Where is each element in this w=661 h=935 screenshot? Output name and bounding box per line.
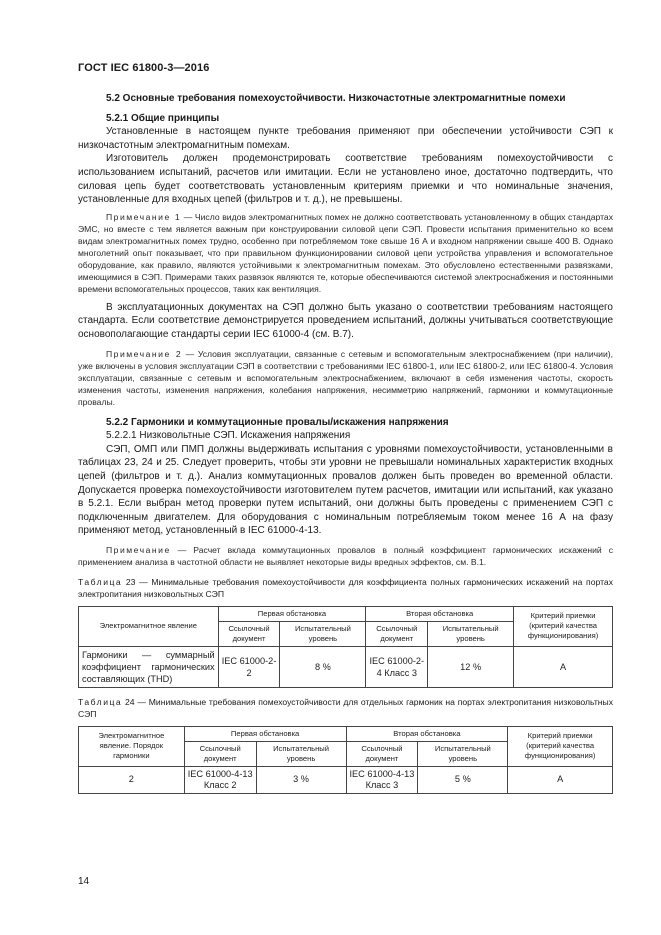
header-criterion: Критерий приемки (критерий качества функционирования) bbox=[508, 726, 613, 766]
table-23-caption bbox=[78, 576, 613, 600]
note-text: — Число видов электромагнитных помех не должно соответствовать установленному в общих стандартах ЭМС, но вместе с тем является важным при конструировании силовой цепи СЭП. Провести испытания применительно ко всем видам электромагнитных помех трудно, особенно при потребляемом токе свыше 16 А и входном напряжении свыше 400 В. Однако многолетний опыт показывает, что при правильном функционировании силовой цепи устройства управления и вспомогательное оборудование, как правило, являются устойчивыми к электромагнитным помехам. Это обусловлено естественными развязками, имеющимися в СЭП. Примерами таких развязок являются те, которые обеспечиваются системой электроснабжения и постоянными времени вспомогательных процессов, таких как вентиляция. bbox=[78, 211, 613, 294]
header-phenomenon: Электромагнитное явление bbox=[79, 606, 219, 646]
header-criterion: Критерий приемки (критерий качества функционирования) bbox=[514, 606, 613, 646]
header-env2: Вторая обстановка bbox=[366, 606, 514, 621]
note-text: — Расчет вклада коммутационных провалов в полный коэффициент гармонических искажений с применением анализа в частотной области не выявляет некоторые виды вредных эффектов, см. В.1. bbox=[78, 544, 613, 567]
table-24 bbox=[78, 726, 613, 794]
cell-ref1: IEC 61000-4-13 Класс 2 bbox=[184, 766, 256, 793]
page-number: 14 bbox=[78, 876, 90, 887]
header-phenomenon: Электромагнитное явление. Порядок гармоники bbox=[79, 726, 185, 766]
note-label: Примечание 2 bbox=[106, 348, 183, 359]
note-text: — Условия эксплуатации, связанные с сетевым и вспомогательным электроснабжением (при наличии), уже включены в условия эксплуатации СЭП в соответствии с требованиями IEC 61800-1, или IEC 61800-2, или IEC 61800-4. Условия эксплуатации, связанные с сетевым и вспомогательным электроснабжением, включают в себя изменения частоты, скорость изменения частоты, изменения напряжения, колебания напряжения, несимметрию напряжений, гармоники и коммутационные провалы. bbox=[78, 348, 613, 407]
note-3 bbox=[78, 544, 613, 568]
paragraph: В эксплуатационных документах на СЭП должно быть указано о соответствии требованиям настоящего стандарта. Если соответствие демонстрируется проведением испытаний, должны учитываться соответствующие основополагающие стандарты серии IEC 61000-4 (см. В.7). bbox=[78, 301, 613, 340]
cell-ref2: IEC 61000-4-13 Класс 3 bbox=[346, 766, 418, 793]
header-test-level: Испытательный уровень bbox=[256, 741, 346, 766]
note-1 bbox=[78, 211, 613, 295]
header-test-level: Испытательный уровень bbox=[418, 741, 508, 766]
section-5-2-2-1-heading: 5.2.2.1 Низковольтные СЭП. Искажения напряжения bbox=[106, 430, 351, 442]
table-caption-label: Таблица bbox=[78, 576, 123, 587]
header-env1: Первая обстановка bbox=[218, 606, 366, 621]
header-env1: Первая обстановка bbox=[184, 726, 346, 741]
header-ref-doc: Ссылочный документ bbox=[366, 621, 428, 646]
paragraph: СЭП, ОМП или ПМП должны выдерживать испытания с уровнями помехоустойчивости, установленными в таблицах 23, 24 и 25. Следует проверить, чтобы эти уровни не превышали номинальных характеристик входных цепей (фильтров и т. д.). Анализ коммутационных провалов должен быть проведен во временной области. Допускается проверка помехоустойчивости изготовителем путем расчетов, имитации или испытаний, как указано в 5.2.1. Если выбран метод проверки путем испытаний, они должны быть проведены с применением СЭП с подключенным двигателем. Для оборудования с номинальным потребляемым током менее 16 А на фазу применяют метод, установленный в IEC 61000-4-13. bbox=[78, 443, 613, 537]
note-2 bbox=[78, 348, 613, 408]
table-caption-text: 24 — Минимальные требования помехоустойчивости для отдельных гармоник на портах электропитания низковольтных СЭП bbox=[78, 696, 613, 719]
paragraph: Установленные в настоящем пункте требования применяют при обеспечении устойчивости СЭП к низкочастотным электромагнитным помехам. bbox=[78, 126, 613, 151]
table-caption-text: 23 — Минимальные требования помехоустойчивости для коэффициента полных гармонических искажений на портах электропитания низковольтных СЭП bbox=[78, 576, 613, 599]
header-ref-doc: Ссылочный документ bbox=[184, 741, 256, 766]
table-24-caption bbox=[78, 696, 613, 720]
paragraph: Изготовитель должен продемонстрировать соответствие требованиям помехоустойчивости с использованием испытаний, расчетов или имитации. Если не установлено иное, достаточно подтвердить, что силовая цепь будет соответствовать установленным критериям приемки и что номинальные значения, установленные для входных цепей (фильтров и т. д.), не превышены. bbox=[78, 153, 613, 206]
cell-order: 2 bbox=[79, 766, 185, 793]
header-ref-doc: Ссылочный документ bbox=[218, 621, 280, 646]
header-env2: Вторая обстановка bbox=[346, 726, 508, 741]
cell-ref1: IEC 61000-2-2 bbox=[218, 646, 280, 687]
cell-level2: 5 % bbox=[418, 766, 508, 793]
cell-ref2: IEC 61000-2-4 Класс 3 bbox=[366, 646, 428, 687]
header-ref-doc: Ссылочный документ bbox=[346, 741, 418, 766]
table-23 bbox=[78, 606, 613, 688]
table-caption-label: Таблица bbox=[78, 696, 123, 707]
section-5-2-heading: 5.2 Основные требования помехоустойчивости. Низкочастотные электромагнитные помехи bbox=[106, 93, 566, 104]
cell-criterion: A bbox=[514, 646, 613, 687]
table-row bbox=[79, 766, 613, 793]
section-5-2-1-heading: 5.2.1 Общие принципы bbox=[106, 112, 220, 124]
cell-criterion: A bbox=[508, 766, 613, 793]
cell-level2: 12 % bbox=[428, 646, 514, 687]
note-label: Примечание bbox=[106, 544, 171, 555]
section-5-2-2-heading: 5.2.2 Гармоники и коммутационные провалы/искажения напряжения bbox=[106, 416, 449, 428]
header-test-level: Испытательный уровень bbox=[280, 621, 366, 646]
document-title: ГОСТ IEC 61800-3—2016 bbox=[78, 62, 210, 74]
cell-phenomenon: Гармоники — суммарный коэффициент гармонических составляющих (THD) bbox=[79, 646, 219, 687]
header-test-level: Испытательный уровень bbox=[428, 621, 514, 646]
page-content bbox=[78, 92, 613, 794]
cell-level1: 3 % bbox=[256, 766, 346, 793]
cell-level1: 8 % bbox=[280, 646, 366, 687]
note-label: Примечание 1 bbox=[106, 211, 182, 222]
table-row bbox=[79, 646, 613, 687]
